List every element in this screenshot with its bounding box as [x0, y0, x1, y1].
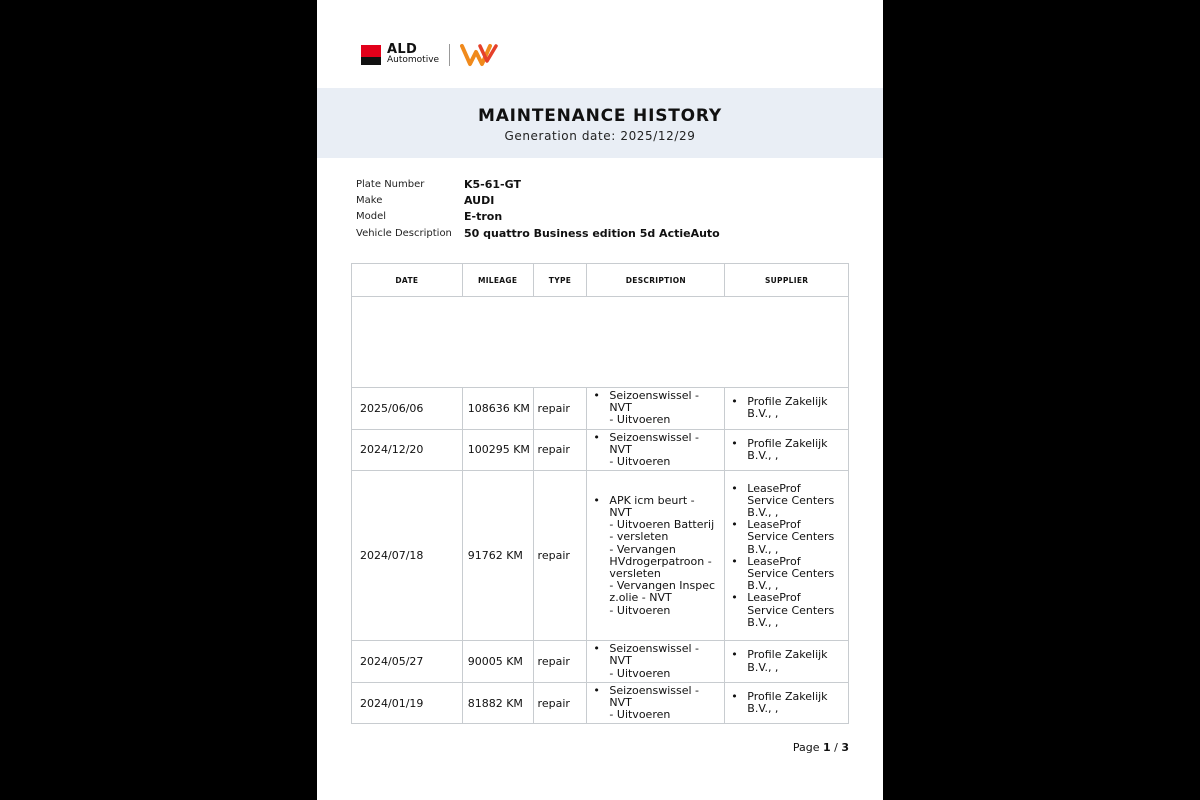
description-row: Vehicle Description 50 quattro Business edition 5d ActieAuto	[356, 226, 720, 240]
table-row	[352, 471, 849, 641]
cell-date: 2024/12/20	[352, 429, 463, 471]
bullet-icon: •	[731, 436, 738, 450]
make-value: AUDI	[464, 193, 495, 207]
bullet-icon: •	[731, 554, 738, 568]
bullet-icon: •	[731, 689, 738, 703]
cell-mileage: 108636 KM	[462, 388, 533, 430]
plate-value: K5-61-GT	[464, 177, 521, 191]
plate-row: Plate Number K5-61-GT	[356, 177, 521, 191]
cell-description: • Seizoenswissel - NVT - Uitvoeren	[587, 388, 725, 430]
logo-divider	[449, 44, 450, 66]
cell-supplier: • LeaseProf Service Centers B.V., , • LeaseProf Service Centers B.V., , • LeaseProf Service Centers B.V., , • LeaseProf Service Centers B.V., ,	[725, 471, 849, 641]
description-value: 50 quattro Business edition 5d ActieAuto	[464, 226, 720, 240]
cell-type: repair	[533, 388, 587, 430]
cell-description: • Seizoenswissel - NVT - Uitvoeren	[587, 682, 725, 724]
cell-supplier: • Profile Zakelijk B.V., ,	[725, 682, 849, 724]
cell-supplier: • Profile Zakelijk B.V., ,	[725, 429, 849, 471]
leaseplan-logo-icon	[460, 43, 500, 67]
bullet-icon: •	[731, 518, 738, 532]
header-supplier: SUPPLIER	[725, 264, 849, 297]
table-row	[352, 682, 849, 724]
model-row: Model E-tron	[356, 210, 503, 224]
header-mileage: MILEAGE	[462, 264, 533, 297]
cell-date: 2024/07/18	[352, 471, 463, 641]
model-value: E-tron	[464, 210, 503, 224]
page-number: Page 1 / 3	[792, 741, 849, 754]
cell-type: repair	[533, 682, 587, 724]
bullet-icon: •	[731, 395, 738, 409]
cell-supplier: • Profile Zakelijk B.V., ,	[725, 388, 849, 430]
ald-logo-icon	[361, 45, 381, 65]
cell-mileage: 100295 KM	[462, 429, 533, 471]
generation-date: Generation date: 2025/12/29	[504, 129, 696, 143]
cell-description: • Seizoenswissel - NVT - Uitvoeren	[587, 641, 725, 683]
title-band	[317, 88, 883, 158]
make-row: Make AUDI	[356, 193, 495, 207]
bullet-icon: •	[593, 493, 600, 507]
cell-type: repair	[533, 471, 587, 641]
cell-mileage: 90005 KM	[462, 641, 533, 683]
table-row	[352, 641, 849, 683]
cell-date: 2024/01/19	[352, 682, 463, 724]
table-row	[352, 429, 849, 471]
ald-wordmark: ALD Automotive	[387, 42, 440, 65]
bullet-icon: •	[593, 642, 600, 656]
table-row	[352, 388, 849, 430]
cell-date: 2025/06/06	[352, 388, 463, 430]
cell-mileage: 91762 KM	[462, 471, 533, 641]
document-page	[317, 0, 883, 800]
bullet-icon: •	[731, 481, 738, 495]
header-description: DESCRIPTION	[587, 264, 725, 297]
bullet-icon: •	[731, 591, 738, 605]
maintenance-table	[351, 263, 849, 724]
header-date: DATE	[352, 264, 463, 297]
cell-date: 2024/05/27	[352, 641, 463, 683]
cell-mileage: 81882 KM	[462, 682, 533, 724]
table-header-row	[352, 264, 849, 297]
bullet-icon: •	[593, 683, 600, 697]
vehicle-info	[356, 176, 720, 241]
cell-supplier: • Profile Zakelijk B.V., ,	[725, 641, 849, 683]
page-title: MAINTENANCE HISTORY	[478, 106, 722, 126]
logo-bar	[361, 42, 500, 68]
bullet-icon: •	[731, 648, 738, 662]
cell-type: repair	[533, 641, 587, 683]
empty-spacer-row	[352, 297, 849, 388]
bullet-icon: •	[593, 430, 600, 444]
cell-description: • APK icm beurt - NVT - Uitvoeren Batterij - versleten - Vervangen HVdrogerpatroon - versleten - Vervangen Inspec z.olie - NVT - Uitvoeren	[587, 471, 725, 641]
cell-type: repair	[533, 429, 587, 471]
bullet-icon: •	[593, 389, 600, 402]
cell-description: • Seizoenswissel - NVT - Uitvoeren	[587, 429, 725, 471]
header-type: TYPE	[533, 264, 587, 297]
